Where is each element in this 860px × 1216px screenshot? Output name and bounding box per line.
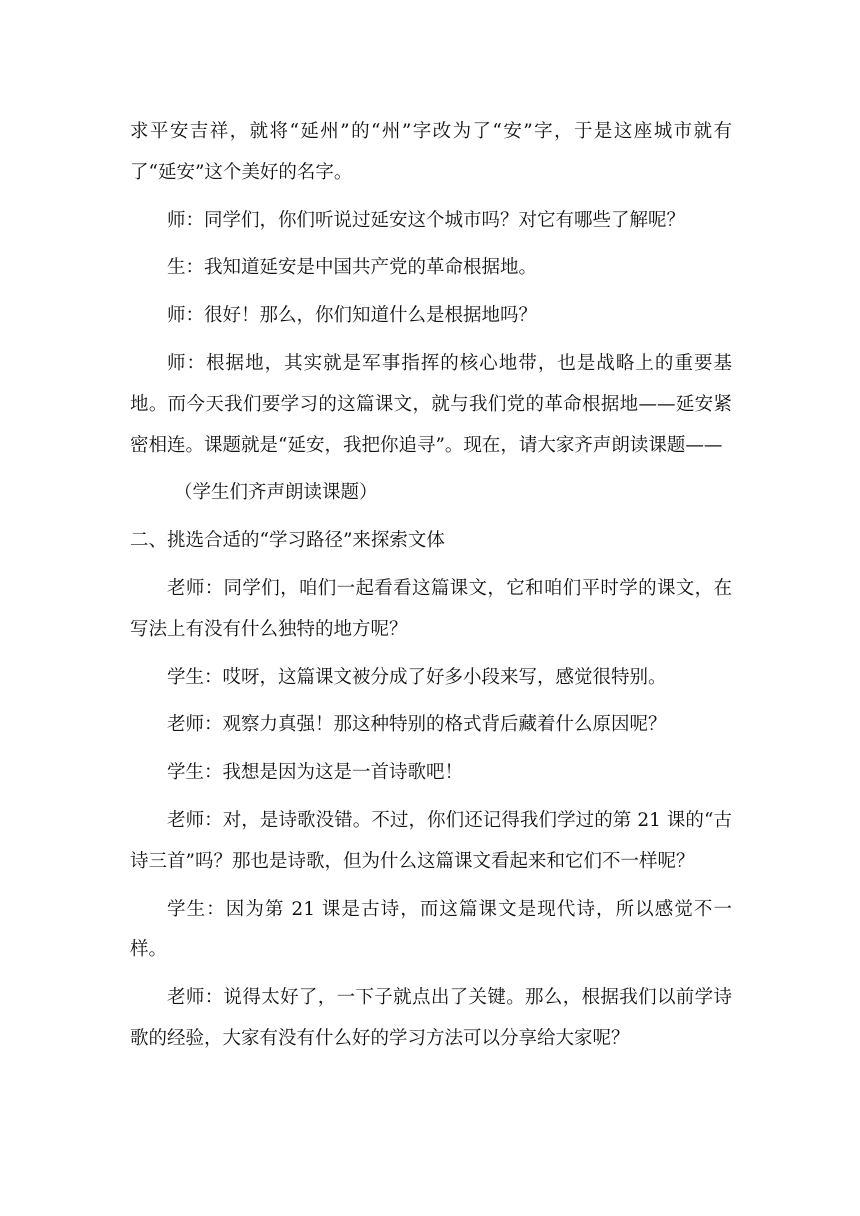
paragraph-teacher-question: 老师：同学们，咱们一起看看这篇课文，它和咱们平时学的课文，在写法上有没有什么独特的地方呢？ [130, 577, 732, 640]
section-heading: 二、挑选合适的“学习路径”来探索文体 [130, 530, 445, 552]
paragraph-teacher-question: 师：同学们，你们听说过延安这个城市吗？对它有哪些了解呢？ [167, 209, 686, 231]
paragraph-continuation: 求平安吉祥，就将“延州”的“州”字改为了“安”字，于是这座城市就有了“延安”这个美好的名字。 [130, 121, 732, 183]
paragraph-student-answer: 学生：因为第 21 课是古诗，而这篇课文是现代诗，所以感觉不一样。 [130, 898, 732, 961]
paragraph-student-answer: 学生：我想是因为这是一首诗歌吧！ [167, 762, 464, 784]
paragraph-teacher-question: 老师：对，是诗歌没错。不过，你们还记得我们学过的第 21 课的“古诗三首”吗？那也是诗歌，但为什么这篇课文看起来和它们不一样呢？ [130, 809, 732, 872]
paragraph-student-answer: 生：我知道延安是中国共产党的革命根据地。 [167, 257, 538, 279]
paragraph-teacher-question: 老师：说得太好了，一下子就点出了关键。那么，根据我们以前学诗歌的经验，大家有没有什么好的学习方法可以分享给大家呢？ [130, 987, 732, 1049]
paragraph-teacher-question: 师：很好！那么，你们知道什么是根据地吗？ [167, 305, 538, 327]
paragraph-teacher-question: 老师：观察力真强！那这种特别的格式背后藏着什么原因呢？ [167, 714, 667, 736]
paragraph-teacher-explanation: 师：根据地，其实就是军事指挥的核心地带，也是战略上的重要基地。而今天我们要学习的这篇课文，就与我们党的革命根据地——延安紧密相连。课题就是“延安，我把你追寻”。现在，请大家齐声朗读课题—— [130, 352, 732, 456]
paragraph-student-answer: 学生：哎呀，这篇课文被分成了好多小段来写，感觉很特别。 [167, 666, 667, 688]
document-body [130, 112, 732, 1060]
paragraph-stage-note: （学生们齐声朗读课题） [174, 482, 378, 504]
